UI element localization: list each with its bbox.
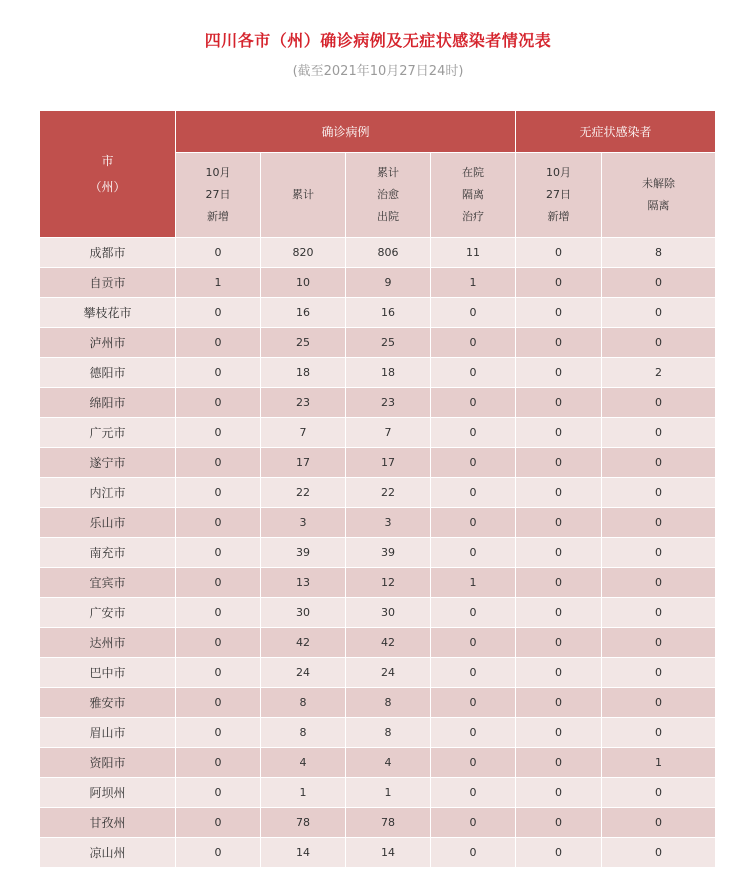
recovered-cell: 78 bbox=[346, 808, 431, 838]
confirmed-new-cell: 1 bbox=[176, 268, 261, 298]
asymptomatic-new-cell: 0 bbox=[516, 538, 602, 568]
confirmed-total-cell: 1 bbox=[261, 778, 346, 808]
city-name-cell: 德阳市 bbox=[40, 358, 176, 388]
city-name-cell: 甘孜州 bbox=[40, 808, 176, 838]
header-line: 隔离 bbox=[647, 199, 670, 212]
recovered-cell: 22 bbox=[346, 478, 431, 508]
city-name-cell: 达州市 bbox=[40, 628, 176, 658]
recovered-cell: 39 bbox=[346, 538, 431, 568]
asymptomatic-new-cell: 0 bbox=[516, 268, 602, 298]
in-hospital-cell: 0 bbox=[431, 628, 516, 658]
confirmed-total-cell: 3 bbox=[261, 508, 346, 538]
confirmed-new-cell: 0 bbox=[176, 598, 261, 628]
recovered-cell: 4 bbox=[346, 748, 431, 778]
recovered-cell: 9 bbox=[346, 268, 431, 298]
asymptomatic-new-cell: 0 bbox=[516, 838, 602, 868]
under-isolation-cell: 0 bbox=[602, 328, 716, 358]
table-row bbox=[40, 388, 716, 418]
confirmed-new-cell: 0 bbox=[176, 388, 261, 418]
header-line: 10月 bbox=[205, 166, 231, 179]
table-row bbox=[40, 448, 716, 478]
recovered-cell: 3 bbox=[346, 508, 431, 538]
in-hospital-cell: 0 bbox=[431, 298, 516, 328]
asymptomatic-group-header: 无症状感染者 bbox=[516, 111, 716, 153]
header-line: 累计 bbox=[377, 166, 399, 179]
city-column-header bbox=[40, 111, 176, 238]
city-name-cell: 遂宁市 bbox=[40, 448, 176, 478]
in-hospital-cell: 0 bbox=[431, 748, 516, 778]
recovered-cell: 16 bbox=[346, 298, 431, 328]
statistics-table bbox=[39, 110, 716, 868]
in-hospital-cell: 0 bbox=[431, 778, 516, 808]
city-name-cell: 绵阳市 bbox=[40, 388, 176, 418]
under-isolation-cell: 0 bbox=[602, 418, 716, 448]
confirmed-new-cell: 0 bbox=[176, 568, 261, 598]
table-row bbox=[40, 478, 716, 508]
city-header-line-1: 市 bbox=[101, 154, 114, 168]
under-isolation-cell: 0 bbox=[602, 688, 716, 718]
confirmed-total-cell: 22 bbox=[261, 478, 346, 508]
city-name-cell: 巴中市 bbox=[40, 658, 176, 688]
header-line: 27日 bbox=[205, 188, 231, 201]
under-isolation-cell: 0 bbox=[602, 448, 716, 478]
city-name-cell: 雅安市 bbox=[40, 688, 176, 718]
table-row bbox=[40, 748, 716, 778]
city-name-cell: 资阳市 bbox=[40, 748, 176, 778]
table-row bbox=[40, 838, 716, 868]
city-name-cell: 宜宾市 bbox=[40, 568, 176, 598]
under-isolation-cell: 0 bbox=[602, 838, 716, 868]
recovered-cell: 25 bbox=[346, 328, 431, 358]
city-name-cell: 阿坝州 bbox=[40, 778, 176, 808]
in-hospital-cell: 1 bbox=[431, 568, 516, 598]
confirmed-new-cell: 0 bbox=[176, 628, 261, 658]
confirmed-new-cell: 0 bbox=[176, 538, 261, 568]
under-isolation-cell: 0 bbox=[602, 658, 716, 688]
asymptomatic-new-cell: 0 bbox=[516, 298, 602, 328]
table-row bbox=[40, 718, 716, 748]
confirmed-new-cell: 0 bbox=[176, 688, 261, 718]
under-isolation-cell: 0 bbox=[602, 778, 716, 808]
confirmed-total-cell: 14 bbox=[261, 838, 346, 868]
under-isolation-cell: 0 bbox=[602, 388, 716, 418]
under-isolation-cell: 0 bbox=[602, 628, 716, 658]
confirmed-total-cell: 7 bbox=[261, 418, 346, 448]
recovered-cell: 18 bbox=[346, 358, 431, 388]
asymptomatic-new-cell: 0 bbox=[516, 718, 602, 748]
recovered-cell: 17 bbox=[346, 448, 431, 478]
table-row bbox=[40, 778, 716, 808]
recovered-cell: 14 bbox=[346, 838, 431, 868]
city-name-cell: 南充市 bbox=[40, 538, 176, 568]
asymptomatic-new-cell: 0 bbox=[516, 388, 602, 418]
header-confirmed-total bbox=[261, 153, 346, 238]
page-subtitle: (截至2021年10月27日24时) bbox=[292, 64, 464, 79]
confirmed-total-cell: 16 bbox=[261, 298, 346, 328]
confirmed-total-cell: 25 bbox=[261, 328, 346, 358]
under-isolation-cell: 0 bbox=[602, 478, 716, 508]
confirmed-total-cell: 23 bbox=[261, 388, 346, 418]
asymptomatic-new-cell: 0 bbox=[516, 688, 602, 718]
table-row bbox=[40, 808, 716, 838]
in-hospital-cell: 0 bbox=[431, 598, 516, 628]
recovered-cell: 24 bbox=[346, 658, 431, 688]
asymptomatic-new-cell: 0 bbox=[516, 508, 602, 538]
confirmed-total-cell: 39 bbox=[261, 538, 346, 568]
header-line: 隔离 bbox=[462, 188, 484, 201]
under-isolation-cell: 0 bbox=[602, 598, 716, 628]
table-row bbox=[40, 328, 716, 358]
asymptomatic-new-cell: 0 bbox=[516, 778, 602, 808]
in-hospital-cell: 0 bbox=[431, 328, 516, 358]
confirmed-new-cell: 0 bbox=[176, 358, 261, 388]
header-line: 未解除 bbox=[642, 177, 676, 190]
table-row bbox=[40, 628, 716, 658]
in-hospital-cell: 0 bbox=[431, 478, 516, 508]
in-hospital-cell: 0 bbox=[431, 538, 516, 568]
city-name-cell: 乐山市 bbox=[40, 508, 176, 538]
header-confirmed-new bbox=[176, 153, 261, 238]
confirmed-new-cell: 0 bbox=[176, 238, 261, 268]
in-hospital-cell: 0 bbox=[431, 688, 516, 718]
in-hospital-cell: 0 bbox=[431, 388, 516, 418]
header-asymptomatic-new bbox=[516, 153, 602, 238]
confirmed-total-cell: 18 bbox=[261, 358, 346, 388]
under-isolation-cell: 2 bbox=[602, 358, 716, 388]
in-hospital-cell: 0 bbox=[431, 838, 516, 868]
confirmed-new-cell: 0 bbox=[176, 718, 261, 748]
confirmed-new-cell: 0 bbox=[176, 808, 261, 838]
table-row bbox=[40, 298, 716, 328]
asymptomatic-new-cell: 0 bbox=[516, 598, 602, 628]
confirmed-new-cell: 0 bbox=[176, 298, 261, 328]
header-line: 10月 bbox=[546, 166, 572, 179]
under-isolation-cell: 0 bbox=[602, 538, 716, 568]
confirmed-new-cell: 0 bbox=[176, 478, 261, 508]
confirmed-new-cell: 0 bbox=[176, 418, 261, 448]
asymptomatic-new-cell: 0 bbox=[516, 418, 602, 448]
in-hospital-cell: 0 bbox=[431, 808, 516, 838]
asymptomatic-new-cell: 0 bbox=[516, 808, 602, 838]
asymptomatic-new-cell: 0 bbox=[516, 658, 602, 688]
recovered-cell: 7 bbox=[346, 418, 431, 448]
table-row bbox=[40, 538, 716, 568]
under-isolation-cell: 0 bbox=[602, 568, 716, 598]
header-confirmed-in-hospital bbox=[431, 153, 516, 238]
asymptomatic-new-cell: 0 bbox=[516, 478, 602, 508]
table-row bbox=[40, 508, 716, 538]
city-name-cell: 内江市 bbox=[40, 478, 176, 508]
asymptomatic-new-cell: 0 bbox=[516, 328, 602, 358]
table-row bbox=[40, 268, 716, 298]
recovered-cell: 8 bbox=[346, 718, 431, 748]
confirmed-new-cell: 0 bbox=[176, 838, 261, 868]
recovered-cell: 1 bbox=[346, 778, 431, 808]
confirmed-total-cell: 4 bbox=[261, 748, 346, 778]
confirmed-new-cell: 0 bbox=[176, 778, 261, 808]
recovered-cell: 23 bbox=[346, 388, 431, 418]
table-row bbox=[40, 418, 716, 448]
confirmed-new-cell: 0 bbox=[176, 448, 261, 478]
under-isolation-cell: 0 bbox=[602, 268, 716, 298]
confirmed-total-cell: 17 bbox=[261, 448, 346, 478]
page-title: 四川各市（州）确诊病例及无症状感染者情况表 bbox=[204, 31, 552, 50]
city-name-cell: 广元市 bbox=[40, 418, 176, 448]
header-line: 新增 bbox=[547, 210, 570, 223]
header-asymptomatic-under-isolation bbox=[602, 153, 716, 238]
under-isolation-cell: 0 bbox=[602, 298, 716, 328]
asymptomatic-new-cell: 0 bbox=[516, 628, 602, 658]
confirmed-total-cell: 30 bbox=[261, 598, 346, 628]
confirmed-total-cell: 78 bbox=[261, 808, 346, 838]
under-isolation-cell: 0 bbox=[602, 508, 716, 538]
in-hospital-cell: 0 bbox=[431, 508, 516, 538]
recovered-cell: 42 bbox=[346, 628, 431, 658]
asymptomatic-new-cell: 0 bbox=[516, 238, 602, 268]
under-isolation-cell: 8 bbox=[602, 238, 716, 268]
confirmed-total-cell: 42 bbox=[261, 628, 346, 658]
recovered-cell: 30 bbox=[346, 598, 431, 628]
header-line: 治疗 bbox=[462, 210, 484, 223]
asymptomatic-new-cell: 0 bbox=[516, 448, 602, 478]
city-name-cell: 泸州市 bbox=[40, 328, 176, 358]
confirmed-total-cell: 13 bbox=[261, 568, 346, 598]
in-hospital-cell: 0 bbox=[431, 358, 516, 388]
in-hospital-cell: 0 bbox=[431, 718, 516, 748]
confirmed-total-cell: 8 bbox=[261, 718, 346, 748]
confirmed-new-cell: 0 bbox=[176, 748, 261, 778]
city-name-cell: 攀枝花市 bbox=[40, 298, 176, 328]
in-hospital-cell: 0 bbox=[431, 418, 516, 448]
header-line: 新增 bbox=[207, 210, 229, 223]
confirmed-new-cell: 0 bbox=[176, 328, 261, 358]
in-hospital-cell: 11 bbox=[431, 238, 516, 268]
asymptomatic-new-cell: 0 bbox=[516, 568, 602, 598]
table-body bbox=[40, 238, 716, 868]
in-hospital-cell: 0 bbox=[431, 658, 516, 688]
confirmed-new-cell: 0 bbox=[176, 658, 261, 688]
header-line: 治愈 bbox=[377, 188, 399, 201]
table-row bbox=[40, 598, 716, 628]
table-row bbox=[40, 658, 716, 688]
city-header-line-2: （州） bbox=[89, 180, 126, 194]
header-line: 出院 bbox=[377, 210, 399, 223]
confirmed-new-cell: 0 bbox=[176, 508, 261, 538]
table-row bbox=[40, 238, 716, 268]
confirmed-total-cell: 8 bbox=[261, 688, 346, 718]
confirmed-total-cell: 24 bbox=[261, 658, 346, 688]
city-name-cell: 凉山州 bbox=[40, 838, 176, 868]
city-name-cell: 眉山市 bbox=[40, 718, 176, 748]
city-name-cell: 自贡市 bbox=[40, 268, 176, 298]
confirmed-total-cell: 10 bbox=[261, 268, 346, 298]
in-hospital-cell: 1 bbox=[431, 268, 516, 298]
recovered-cell: 8 bbox=[346, 688, 431, 718]
confirmed-cases-group-header: 确诊病例 bbox=[176, 111, 516, 153]
recovered-cell: 806 bbox=[346, 238, 431, 268]
city-name-cell: 成都市 bbox=[40, 238, 176, 268]
city-name-cell: 广安市 bbox=[40, 598, 176, 628]
in-hospital-cell: 0 bbox=[431, 448, 516, 478]
asymptomatic-new-cell: 0 bbox=[516, 748, 602, 778]
table-row bbox=[40, 688, 716, 718]
confirmed-total-cell: 820 bbox=[261, 238, 346, 268]
under-isolation-cell: 0 bbox=[602, 808, 716, 838]
table-row bbox=[40, 568, 716, 598]
header-line: 27日 bbox=[546, 188, 572, 201]
header-line: 在院 bbox=[462, 166, 484, 179]
recovered-cell: 12 bbox=[346, 568, 431, 598]
asymptomatic-new-cell: 0 bbox=[516, 358, 602, 388]
table-row bbox=[40, 358, 716, 388]
under-isolation-cell: 0 bbox=[602, 718, 716, 748]
under-isolation-cell: 1 bbox=[602, 748, 716, 778]
header-line: 累计 bbox=[292, 188, 314, 201]
header-confirmed-recovered bbox=[346, 153, 431, 238]
